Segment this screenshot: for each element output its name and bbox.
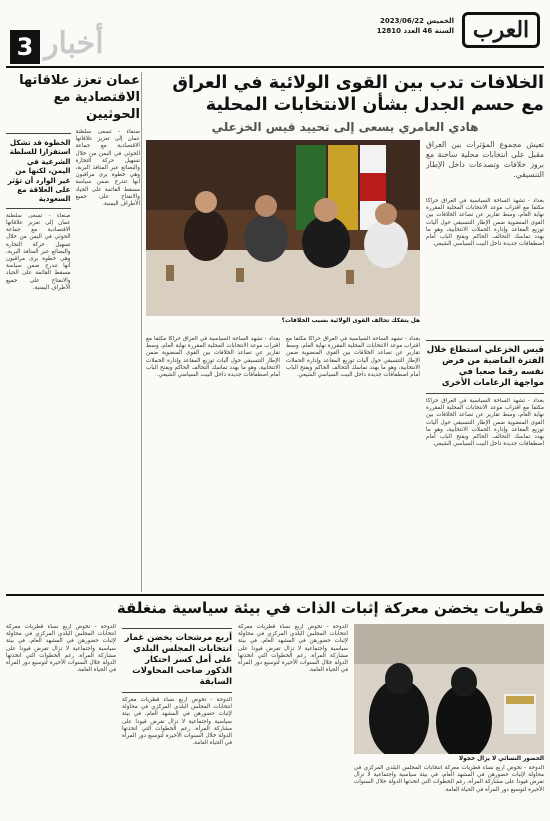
women-photo-illustration xyxy=(354,624,544,754)
bottom-body-col-4: الدوحة - تخوض أربع نساء قطريات معركة انتخابات المجلس البلدي المركزي في محاولة لإثبات حضورهن في المشهد العام، في بيئة سياسية واجتماعية لا تزال تفرض قيودا على مشاركة المرأة، رغم الخطوات التي اتخذتها الدولة خلال السنوات الأخيرة لتوسيع دور المرأة في الحياة العامة. xyxy=(6,624,116,674)
main-lede: تعيش مجموع المؤثرات بين العراق مقبل على انتخابات محلية ساخنة مع بروز خلافات وتصدعات داخل الإطار التنسيقي. xyxy=(426,140,544,179)
side-body-col-1: صنعاء - تسعى سلطنة عمان إلى تعزيز علاقاتها الاقتصادية مع جماعة الحوثي في اليمن من خلال تسهيل حركة التجارة والبضائع عبر المنافذ البرية، وهي خطوة يرى مراقبون أنها تندرج ضمن سياسة مسقط القائمة على الحياد والانفتاح على جميع الأطراف اليمنية. xyxy=(75,129,140,208)
main-body-col-4: بغداد - تشهد الساحة السياسية في العراق حراكا مكثفا مع اقتراب موعد الانتخابات المحلية المقررة نهاية العام، وسط تقارير عن تصاعد الخلافات بين القوى المنضوية ضمن الإطار التنسيقي حول آليات توزيع المقاعد وإدارة الحملات الانتخابية، وهو ما يهدد تماسك التحالف الحاكم ويفتح الباب أمام اصطفافات جديدة داخل البيت السياسي الشيعي. xyxy=(146,336,280,379)
masthead-rule xyxy=(6,66,544,68)
main-story xyxy=(146,72,544,592)
main-body-col-2: بغداد - تشهد الساحة السياسية في العراق حراكا مكثفا مع اقتراب موعد الانتخابات المحلية المقررة نهاية العام، وسط تقارير عن تصاعد الخلافات بين القوى المنضوية ضمن الإطار التنسيقي حول آليات توزيع المقاعد وإدارة الحملات الانتخابية، وهو ما يهدد تماسك التحالف الحاكم ويفتح الباب أمام اصطفافات جديدة داخل البيت السياسي الشيعي. xyxy=(426,398,544,448)
main-headline: الخلافات تدب بين القوى الولائية في العراق مع حسم الجدل بشأن الانتخابات المحلية xyxy=(172,73,544,115)
main-pullquote: قيس الخزعلي استطاع خلال الفترة الماضية من فرض نفسه رقما صعبا في مواجهة الزعامات الأخرى xyxy=(426,340,544,394)
date-line: الخميس 2023/06/22 xyxy=(379,17,454,25)
bottom-pullquote: أربع مرشحات يخضن غمار انتخابات المجلس البلدي على أمل كسر احتكار الذكور صاحب المحاولات السابقة xyxy=(122,628,232,693)
bottom-section-rule xyxy=(6,594,544,596)
bottom-photo xyxy=(354,624,544,754)
side-body-col-2: صنعاء - تسعى سلطنة عمان إلى تعزيز علاقاتها الاقتصادية مع جماعة الحوثي في اليمن من خلال تسهيل حركة التجارة والبضائع عبر المنافذ البرية، وهي خطوة يرى مراقبون أنها تندرج ضمن سياسة مسقط القائمة على الحياد والانفتاح على جميع الأطراف اليمنية. xyxy=(6,212,71,291)
main-photo xyxy=(146,140,420,316)
masthead xyxy=(6,8,544,66)
section-number: 3 xyxy=(10,30,40,64)
issue-line: السنة 46 العدد 12810 xyxy=(376,27,454,35)
main-body-col-1: بغداد - تشهد الساحة السياسية في العراق حراكا مكثفا مع اقتراب موعد الانتخابات المحلية المقررة نهاية العام، وسط تقارير عن تصاعد الخلافات بين القوى المنضوية ضمن الإطار التنسيقي حول آليات توزيع المقاعد وإدارة الحملات الانتخابية، وهو ما يهدد تماسك التحالف الحاكم ويفتح الباب أمام اصطفافات جديدة داخل البيت السياسي الشيعي. xyxy=(426,198,544,248)
newspaper-logo: العرب xyxy=(462,12,540,48)
main-photo-caption: هل يتفكك تحالف القوى الولائية بسبب الخلافات؟ xyxy=(281,318,420,324)
main-subheadline: هادي العامري يسعى إلى تحييد قيس الخزعلي xyxy=(211,120,479,134)
column-divider xyxy=(141,72,142,592)
bottom-body-col-3: الدوحة - تخوض أربع نساء قطريات معركة انتخابات المجلس البلدي المركزي في محاولة لإثبات حضورهن في المشهد العام، في بيئة سياسية واجتماعية لا تزال تفرض قيودا على مشاركة المرأة، رغم الخطوات التي اتخذتها الدولة خلال السنوات الأخيرة لتوسيع دور المرأة في الحياة العامة. xyxy=(122,697,232,747)
section-name: أخبار xyxy=(44,26,104,61)
bottom-photo-caption: الحضور النسائي لا يزال خجولا xyxy=(458,756,544,762)
main-body-col-3: بغداد - تشهد الساحة السياسية في العراق حراكا مكثفا مع اقتراب موعد الانتخابات المحلية المقررة نهاية العام، وسط تقارير عن تصاعد الخلافات بين القوى المنضوية ضمن الإطار التنسيقي حول آليات توزيع المقاعد وإدارة الحملات الانتخابية، وهو ما يهدد تماسك التحالف الحاكم ويفتح الباب أمام اصطفافات جديدة داخل البيت السياسي الشيعي. xyxy=(286,336,420,379)
bottom-headline: قطريات يخضن معركة إثبات الذات في بيئة سياسية منغلقة xyxy=(116,599,544,617)
bottom-body-col-1: الدوحة - تخوض أربع نساء قطريات معركة انتخابات المجلس البلدي المركزي في محاولة لإثبات حضورهن في المشهد العام، في بيئة سياسية واجتماعية لا تزال تفرض قيودا على مشاركة المرأة، رغم الخطوات التي اتخذتها الدولة خلال السنوات الأخيرة لتوسيع دور المرأة في الحياة العامة. xyxy=(354,765,544,793)
side-pullquote: الخطوة قد تشكل استفزازا للسلطة الشرعية في اليمن، لكنها من غير الوارد أن تؤثر على العلاقة مع السعودية xyxy=(6,133,71,209)
bottom-story xyxy=(6,598,544,814)
bottom-body-col-2: الدوحة - تخوض أربع نساء قطريات معركة انتخابات المجلس البلدي المركزي في محاولة لإثبات حضورهن في المشهد العام، في بيئة سياسية واجتماعية لا تزال تفرض قيودا على مشاركة المرأة، رغم الخطوات التي اتخذتها الدولة خلال السنوات الأخيرة لتوسيع دور المرأة في الحياة العامة. xyxy=(238,624,348,674)
meeting-photo-illustration xyxy=(146,140,420,316)
side-headline: عمان تعزز علاقاتها الاقتصادية مع الحوثيين xyxy=(19,73,140,122)
date-block xyxy=(344,16,454,36)
side-story xyxy=(6,72,140,592)
